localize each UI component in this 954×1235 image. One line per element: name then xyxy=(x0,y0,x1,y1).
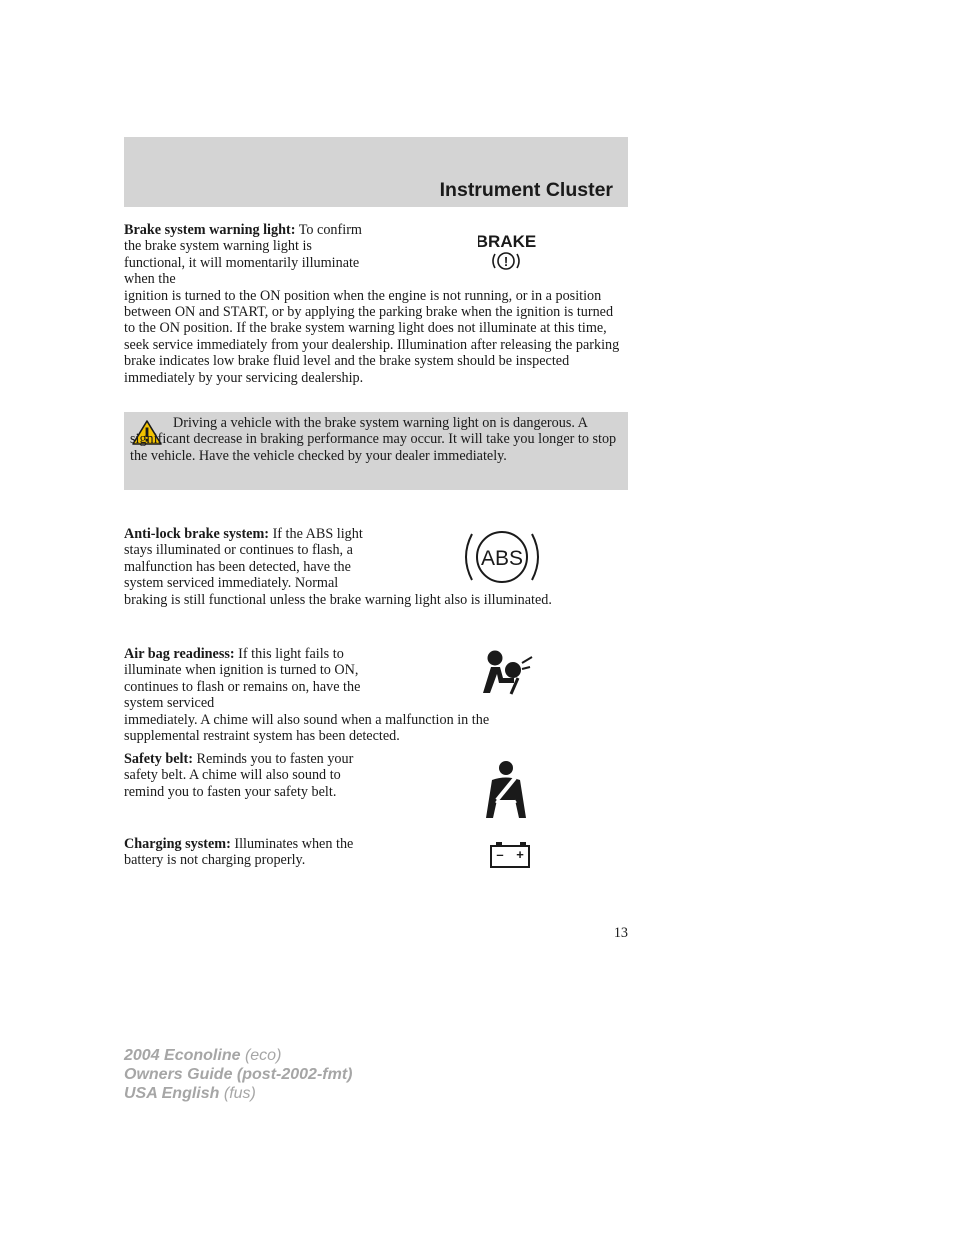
document-footer xyxy=(124,1046,352,1103)
battery-icon xyxy=(488,840,534,870)
airbag-intro xyxy=(124,646,378,712)
footer-line-3 xyxy=(124,1084,352,1103)
footer-model: 2004 Econoline xyxy=(124,1047,241,1064)
battery-minus-text: – xyxy=(496,847,504,862)
section-header xyxy=(124,137,628,207)
footer-language: USA English xyxy=(124,1085,220,1102)
warning-box xyxy=(124,412,628,490)
footer-line-1 xyxy=(124,1046,352,1065)
footer-guide: Owners Guide (post-2002-fmt) xyxy=(124,1066,353,1083)
airbag-icon xyxy=(478,648,534,696)
abs-label: Anti-lock brake system: xyxy=(124,526,270,542)
safety-belt-label: Safety belt: xyxy=(124,751,193,767)
footer-line-2 xyxy=(124,1065,352,1084)
airbag-body: immediately. A chime will also sound when a malfunction in the supplemental restraint system has been detected. xyxy=(124,711,490,745)
safety-belt-paragraph xyxy=(124,751,374,800)
abs-body: braking is still functional unless the brake warning light also is illuminated. xyxy=(124,591,552,608)
abs-icon-text: ABS xyxy=(480,547,524,570)
warning-text: Driving a vehicle with the brake system warning light on is dangerous. A significant decrease in braking performance may occur. It will take you longer to stop the vehicle. Have the vehicle checked by your dealer immediately. xyxy=(130,415,617,464)
footer-language-code: (fus) xyxy=(219,1085,256,1102)
section-title: Instrument Cluster xyxy=(439,179,613,201)
abs-intro xyxy=(124,526,380,592)
footer-model-code: (eco) xyxy=(240,1047,282,1064)
brake-warning-icon xyxy=(478,230,536,274)
safety-belt-icon xyxy=(482,760,530,820)
battery-plus-text: + xyxy=(516,847,524,862)
brake-warning-paragraph xyxy=(124,222,624,386)
brake-warning-intro-text: To confirm the brake system warning light is functional, it will momentarily illuminate when the xyxy=(124,222,362,288)
abs-intro-text: If the ABS light stays illuminated or continues to flash, a malfunction has been detected, have the system serviced immediately. Normal xyxy=(124,526,363,592)
safety-belt-text: Reminds you to fasten your safety belt. A chime will also sound to remind you to fasten your safety belt. xyxy=(124,751,354,800)
airbag-intro-text: If this light fails to illuminate when ignition is turned to ON, continues to flash or remains on, have the system serviced xyxy=(124,646,361,712)
abs-icon xyxy=(464,526,540,588)
charging-label: Charging system: xyxy=(124,836,231,852)
brake-icon-symbol: ! xyxy=(503,254,509,269)
brake-warning-intro xyxy=(124,222,364,288)
brake-icon-text: BRAKE xyxy=(478,232,536,251)
charging-text: Illuminates when the battery is not charging properly. xyxy=(124,836,354,869)
page-number: 13 xyxy=(613,925,628,941)
charging-paragraph xyxy=(124,836,384,869)
brake-warning-label: Brake system warning light: xyxy=(124,222,296,238)
brake-warning-body: ignition is turned to the ON position when the engine is not running, or in a position between ON and START, or by applying the parking brake when the ignition is turned to the ON position. If the brake system warning light does not illuminate at this time, seek service immediately from your dealership. Illumination after releasing the parking brake indicates low brake fluid level and the brake system should be inspected immediately by your servicing dealership. xyxy=(124,287,620,386)
airbag-label: Air bag readiness: xyxy=(124,646,235,662)
